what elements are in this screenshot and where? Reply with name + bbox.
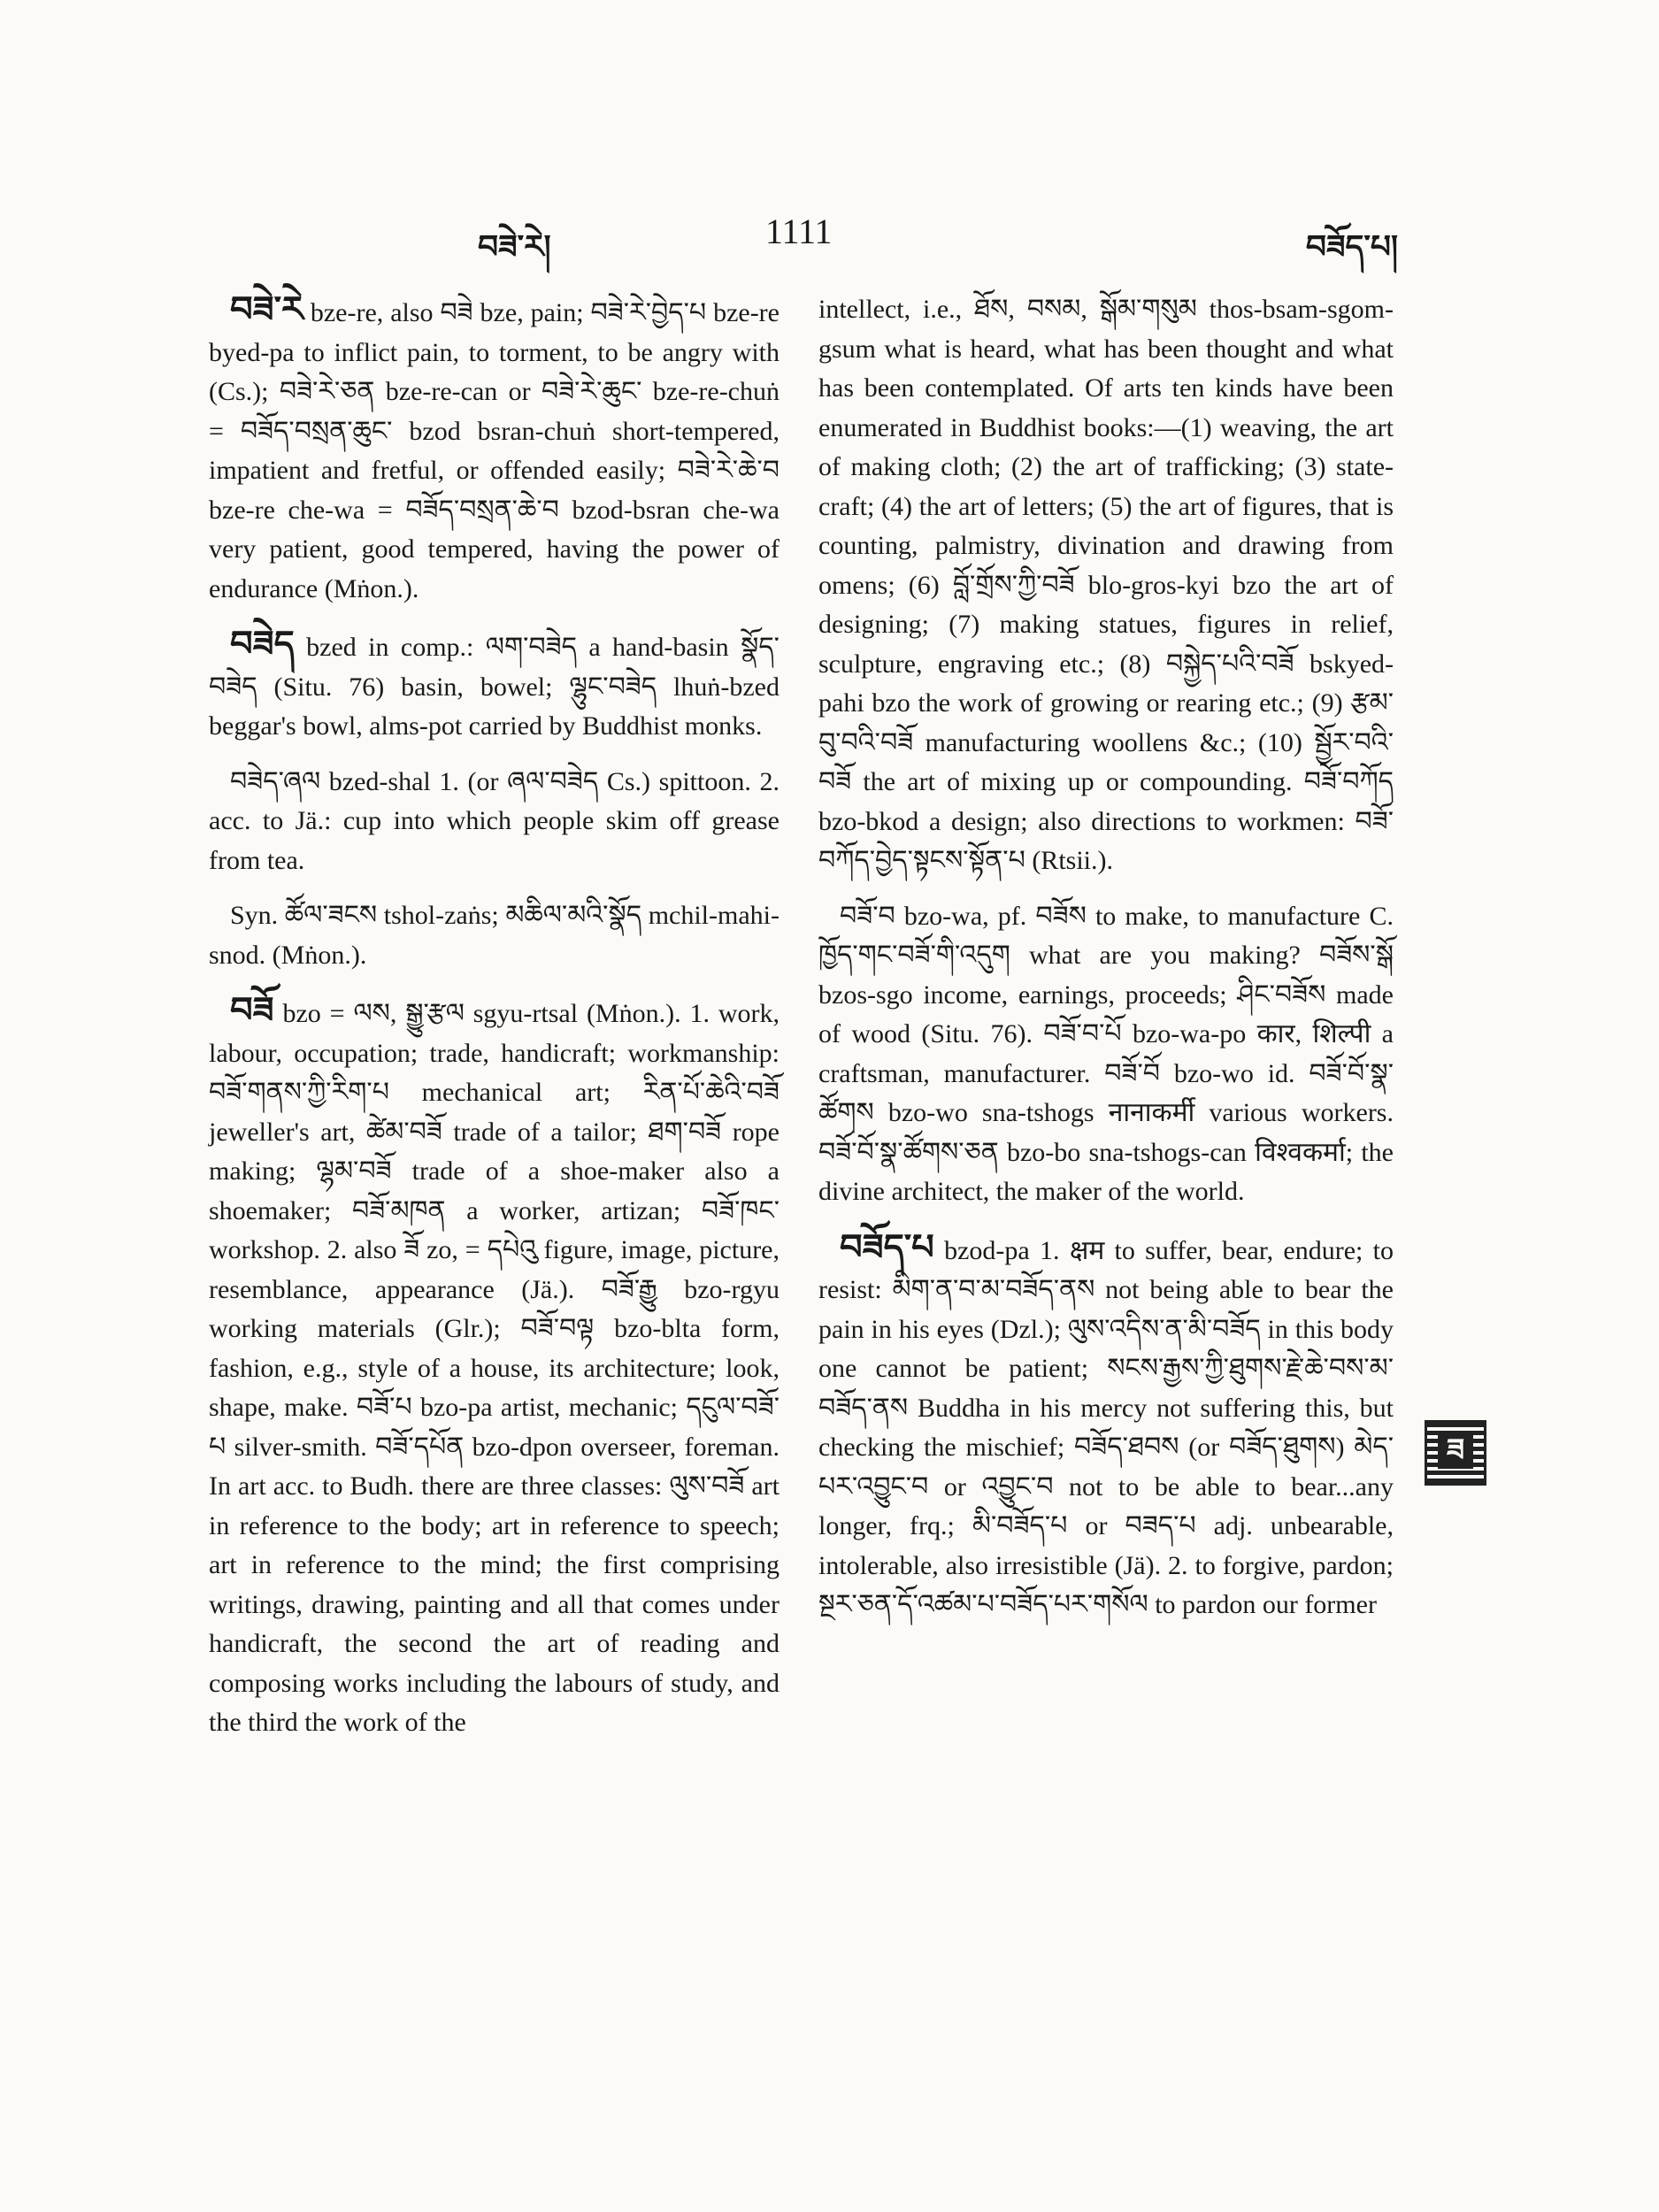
- subentry-bzo-wa: [818, 897, 1394, 1212]
- right-running-head: བཟོད་པ།: [1305, 229, 1398, 265]
- left-running-head: བཟེ་རེ།: [478, 229, 551, 265]
- left-column: [209, 290, 780, 1759]
- entry-bze-re: [209, 290, 780, 609]
- entry-headword: བཟེ་རེ: [230, 289, 303, 329]
- entry-headword: བཟོ: [230, 990, 274, 1030]
- entry-bzod-pa: [818, 1228, 1394, 1625]
- entry-bzo: [209, 991, 780, 1743]
- synonyms-line: [209, 896, 780, 975]
- entry-text: intellect, i.e., ཐོས, བསམ, སྒོམ་གསུམ thos-bsam-sgom-gsum what is heard, what has been thought and what has been contemplated. Of arts ten kinds have been enumerated in Buddhist books:—(1) weaving, the art of making cloth; (2) the art of trafficking; (3) state-craft; (4) the art of letters; (5) the art of figures, that is counting, palmistry, divination and drawing from omens; (6) བློ་གྲོས་ཀྱི་བཟོ blo-gros-kyi bzo the art of designing; (7) making statues, figures in relief, sculpture, engraving etc.; (8) བསྐྱེད་པའི་བཟོ bskyed-pahi bzo the work of growing or rearing etc.; (9) རྩམ་བུ་བའི་བཟོ manufacturing woollens &c.; (10) སྦྱོར་བའི་བཟོ the art of mixing up or compounding. བཟོ་བཀོད bzo-bkod a design; also directions to workmen: བཟོ་བཀོད་བྱེད་སྟངས་སྟོན་པ (Rtsii.).: [818, 295, 1394, 875]
- entry-text: bzod-pa 1. क्षम to suffer, bear, endure; to resist: མིག་ན་བ་མ་བཟོད་ནས not being able to bear the pain in his eyes (Dzl.); ལུས་འདིས་ན་མི་བཟོད in this body one cannot be patient; སངས་རྒྱས་ཀྱི་ཐུགས་རྗེ་ཆེ་བས་མ་བཟོད་ནས Buddha in his mercy not suffering this, but checking the mischief; བཟོད་ཐབས (or བཟོད་ཐུགས) མེད་པར་འབྱུང་བ or འབྱུང་བ not to be able to bear...any longer, frq.; མི་བཟོད་པ or བཟད་པ adj. unbearable, intolerable, also irresistible (Jä). 2. to forgive, pardon; སྔར་ཅན་དོ་འཚམ་པ་བཟོད་པར་གསོལ to pardon our former: [818, 1235, 1394, 1619]
- entry-text: བཟོ་བ bzo-wa, pf. བཟོས to make, to manufacture C. ཁྱོད་གང་བཟོ་གི་འདུག what are you making? བཟོས་སྒོ bzos-sgo income, earnings, proceeds; ཤིང་བཟོས made of wood (Situ. 76). བཟོ་བ་པོ bzo-wa-po कार, शिल्पी a craftsman, manufacturer. བཟོ་བོ bzo-wo id. བཟོ་བོ་སྣ་ཚོགས bzo-wo sna-tshogs नानाकर्मी various workers. བཟོ་བོ་སྣ་ཚོགས་ཅན bzo-bo sna-tshogs-can विश्वकर्मा; the divine architect, the maker of the world.: [818, 901, 1394, 1206]
- entry-bzed: [209, 625, 780, 747]
- thumb-index-letter: ཟ: [1438, 1433, 1473, 1469]
- entry-text: bzo = ལས, སྒྱུ་རྩལ sgyu-rtsal (Mṅon.). 1. work, labour, occupation; trade, handicraft; workmanship: བཟོ་གནས་ཀྱི་རིག་པ mechanical art; རིན་པོ་ཆེའི་བཟོ jeweller's art, ཚེམ་བཟོ trade of a tailor; ཐག་བཟོ rope making; ལྷམ་བཟོ trade of a shoe-maker also a shoemaker; བཟོ་མཁན a worker, artizan; བཟོ་ཁང་ workshop. 2. also ཟོ zo, = དཔེའུ figure, image, picture, resemblance, appearance (Jä.). བཟོ་རྒྱུ bzo-rgyu working materials (Glr.); བཟོ་བལྟ bzo-blta form, fashion, e.g., style of a house, its architecture; look, shape, make. བཟོ་པ bzo-pa artist, mechanic; དངུལ་བཟོ་པ silver-smith. བཟོ་དཔོན bzo-dpon overseer, foreman. In art acc. to Budh. there are three classes: ལུས་བཟོ art in reference to the body; art in reference to speech; art in reference to the mind; the first comprising writings, drawing, painting and all that comes under handicraft, the second the art of reading and composing works including the labours of study, and the third the work of the: [209, 999, 780, 1737]
- page-number: 1111: [765, 211, 833, 251]
- entry-text: bze-re, also བཟེ bze, pain; བཟེ་རེ་བྱེད་པ bze-re byed-pa to inflict pain, to torment, to be angry with (Cs.); བཟེ་རེ་ཅན bze-re-can or བཟེ་རེ་ཆུང་ bze-re-chuṅ = བཟོད་བསྲན་ཆུང་ bzod bsran-chuṅ short-tempered, impatient and fretful, or offended easily; བཟེ་རེ་ཆེ་བ bze-re che-wa = བཟོད་བསྲན་ཆེ་བ bzod-bsran che-wa very patient, good tempered, having the power of endurance (Mṅon.).: [209, 298, 780, 603]
- entry-text: བཟེད་ཞལ bzed-shal 1. (or ཞལ་བཟེད Cs.) spittoon. 2. acc. to Jä.: cup into which people skim off grease from tea.: [209, 766, 780, 875]
- thumb-index-tab: [1425, 1420, 1486, 1486]
- entry-headword: བཟོད་པ: [840, 1226, 934, 1267]
- entry-text: bzed in comp.: ལག་བཟེད a hand-basin སྣོད་བཟེད (Situ. 76) basin, bowel; ལྷུང་བཟེད lhuṅ-bzed beggar's bowl, alms-pot carried by Buddhist monks.: [209, 633, 780, 741]
- entry-bzo-continued: [818, 290, 1394, 881]
- right-column: [818, 290, 1394, 1641]
- page-header: [442, 211, 1398, 265]
- entry-headword: བཟེད: [230, 624, 295, 664]
- subentry-bzed-shal: [209, 763, 780, 881]
- entry-text: Syn. ཚོལ་ཟངས tshol-zaṅs; མཆིལ་མའི་སྣོད mchil-mahi-snod. (Mṅon.).: [209, 901, 780, 970]
